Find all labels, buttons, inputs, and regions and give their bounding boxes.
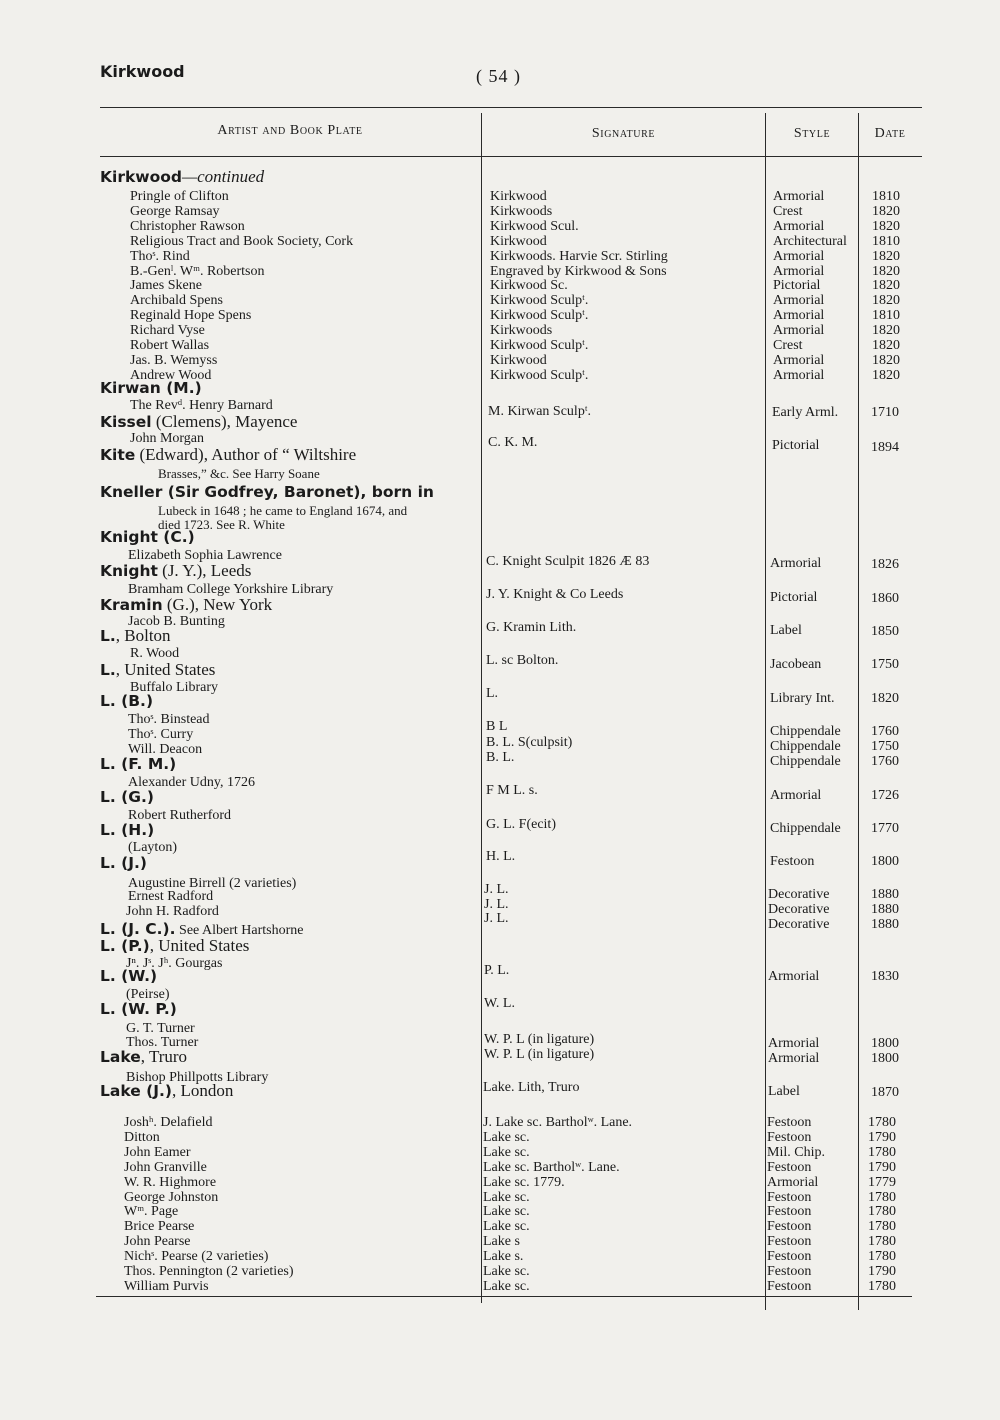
plate-owner: Jacob B. Bunting [128, 614, 225, 629]
plate-signature: Kirkwoods [490, 203, 553, 219]
plate-owner: G. T. Turner [126, 1021, 195, 1036]
plate-style: Chippendale [770, 821, 841, 836]
plate-style: Armorial [768, 1051, 820, 1066]
plate-row [0, 1264, 1000, 1279]
plate-owner: Will. Deacon [128, 742, 203, 757]
plate-signature: L. sc Bolton. [486, 653, 559, 668]
plate-row [0, 264, 1000, 279]
plate-style: Armorial [773, 308, 825, 324]
plate-owner: (Layton) [128, 840, 177, 855]
plate-signature: Kirkwood Sculpᵗ. [490, 367, 589, 383]
plate-row [0, 353, 1000, 368]
plate-signature: W. L. [484, 996, 515, 1011]
artist-heading: L. (P.), United States [100, 936, 250, 955]
bottom-rule [96, 1296, 912, 1297]
plate-owner: Thoˢ. Rind [130, 248, 190, 264]
plate-owner: Richard Vyse [130, 323, 205, 339]
plate-row [0, 1130, 1000, 1145]
plate-owner: John Morgan [130, 431, 205, 446]
plate-style: Festoon [767, 1219, 812, 1235]
plate-date: 1780 [868, 1234, 896, 1250]
plate-signature: C. Knight Sculpit 1826 Æ 83 [486, 554, 650, 569]
plate-style: Armorial [773, 248, 825, 264]
artist-heading: Kite (Edward), Author of “ Wiltshire [100, 445, 357, 464]
plate-style: Armorial [773, 293, 825, 309]
plate-signature: Lake sc. Bartholʷ. Lane. [483, 1159, 620, 1175]
plate-signature: J. L. [484, 882, 509, 897]
plate-owner: Ditton [124, 1129, 160, 1145]
plate-date: 1770 [871, 821, 899, 836]
plate-date: 1820 [872, 338, 900, 353]
plate-signature: J. Lake sc. Bartholʷ. Lane. [483, 1115, 633, 1130]
plate-owner: Thoˢ. Binstead [128, 712, 210, 727]
plate-row [0, 278, 1000, 293]
plate-date: 1860 [871, 591, 899, 606]
plate-signature: Kirkwood Sculpᵗ. [490, 338, 589, 353]
plate-owner: George Ramsay [130, 203, 220, 219]
plate-owner: Bishop Phillpotts Library [126, 1070, 269, 1085]
plate-signature: Kirkwood Sculpᵗ. [490, 308, 589, 324]
artist-note: died 1723. See R. White [158, 517, 285, 532]
plate-row [0, 368, 1000, 383]
plate-style: Armorial [768, 1036, 820, 1051]
plate-style: Decorative [768, 917, 830, 932]
plate-owner: George Johnston [124, 1189, 219, 1205]
plate-owner: Archibald Spens [130, 293, 223, 309]
artist-heading: L. (J. C.). See Albert Hartshorne [100, 920, 304, 938]
plate-date: 1779 [868, 1174, 896, 1190]
plate-date: 1820 [872, 367, 900, 383]
artist-heading: Knight (J. Y.), Leeds [100, 561, 252, 580]
plate-signature: M. Kirwan Sculpᵗ. [488, 404, 592, 419]
plate-date: 1810 [872, 233, 900, 249]
plate-style: Armorial [773, 218, 825, 234]
artist-heading: L. (H.) [100, 821, 155, 839]
plate-date: 1820 [872, 293, 900, 309]
plate-style: Decorative [768, 887, 830, 902]
plate-style: Armorial [773, 263, 825, 279]
plate-style: Mil. Chip. [767, 1144, 825, 1160]
plate-date: 1820 [872, 248, 900, 264]
plate-signature: Kirkwood [490, 352, 547, 368]
artist-heading: L. (W.) [100, 967, 158, 985]
plate-row [0, 219, 1000, 234]
plate-signature: Lake sc. [483, 1219, 530, 1235]
plate-signature: Kirkwood [490, 189, 547, 204]
plate-owner: Thos. Turner [126, 1035, 199, 1050]
plate-signature: W. P. L (in ligature) [484, 1032, 595, 1047]
plate-signature: W. P. L (in ligature) [484, 1047, 595, 1062]
plate-signature: C. K. M. [488, 435, 538, 450]
plate-owner: James Skene [130, 278, 202, 294]
plate-style: Label [768, 1084, 800, 1099]
plate-owner: Thos. Pennington (2 varieties) [124, 1264, 294, 1279]
artist-heading: Lake, Truro [100, 1047, 188, 1066]
plate-owner: Andrew Wood [130, 367, 212, 383]
plate-style: Festoon [767, 1129, 812, 1145]
plate-owner: William Purvis [124, 1278, 209, 1294]
column-header-style: Style [793, 126, 831, 141]
header-rule [100, 156, 922, 157]
plate-owner: John H. Radford [126, 904, 219, 919]
plate-owner: Thoˢ. Curry [128, 727, 194, 742]
plate-signature: Engraved by Kirkwood & Sons [490, 263, 667, 279]
plate-date: 1800 [871, 1036, 899, 1051]
plate-style: Chippendale [770, 724, 841, 739]
page-number: ( 54 ) [476, 66, 521, 86]
plate-signature: Lake sc. [483, 1189, 530, 1205]
plate-style: Crest [773, 203, 803, 219]
artist-heading: L. (G.) [100, 788, 154, 806]
plate-owner: R. Wood [130, 646, 180, 661]
plate-style: Festoon [767, 1234, 812, 1250]
artist-heading: Lake (J.), London [100, 1081, 234, 1100]
plate-owner: W. R. Highmore [124, 1174, 217, 1190]
plate-style: Chippendale [770, 754, 841, 769]
plate-owner: Nichˢ. Pearse (2 varieties) [124, 1249, 269, 1265]
plate-row [0, 1279, 1000, 1294]
plate-signature: Kirkwood Sc. [490, 278, 568, 294]
plate-date: 1750 [871, 739, 899, 754]
plate-row [0, 1204, 1000, 1219]
plate-row [0, 293, 1000, 308]
plate-date: 1780 [868, 1278, 896, 1294]
plate-style: Armorial [773, 323, 825, 339]
plate-signature: Lake sc. [483, 1264, 530, 1279]
plate-owner: Wᵐ. Page [124, 1204, 179, 1220]
plate-row [0, 1115, 1000, 1130]
plate-style: Chippendale [770, 739, 841, 754]
artist-heading: L. (W. P.) [100, 1000, 177, 1018]
plate-style: Armorial [773, 189, 825, 204]
plate-owner: Jⁿ. Jˢ. Jʰ. Gourgas [126, 956, 223, 971]
plate-row [0, 1145, 1000, 1160]
plate-style: Festoon [767, 1264, 812, 1279]
artist-heading: L. (B.) [100, 692, 154, 710]
plate-date: 1780 [868, 1115, 896, 1130]
plate-style: Decorative [768, 902, 830, 917]
plate-date: 1870 [871, 1085, 899, 1100]
plate-date: 1880 [871, 917, 899, 932]
plate-row [0, 1234, 1000, 1249]
plate-date: 1820 [872, 203, 900, 219]
plate-style: Jacobean [770, 657, 822, 672]
artist-heading: Kissel (Clemens), Mayence [100, 412, 298, 431]
plate-date: 1830 [871, 969, 899, 984]
plate-date: 1790 [868, 1129, 896, 1145]
plate-signature: Lake s. [483, 1249, 524, 1265]
plate-owner: B.-Genˡ. Wᵐ. Robertson [130, 263, 265, 279]
artist-heading: L., Bolton [100, 626, 171, 645]
artist-heading: L., United States [100, 660, 216, 679]
plate-owner: Buffalo Library [130, 680, 218, 695]
artist-note: Lubeck in 1648 ; he came to England 1674, and [158, 503, 408, 518]
plate-style: Armorial [770, 788, 822, 803]
plate-date: 1750 [871, 657, 899, 672]
plate-date: 1760 [871, 754, 899, 769]
plate-owner: Elizabeth Sophia Lawrence [128, 548, 282, 563]
plate-style: Festoon [767, 1189, 812, 1205]
plate-date: 1800 [871, 1051, 899, 1066]
artist-heading: L. (F. M.) [100, 755, 177, 773]
plate-signature: J. L. [484, 897, 509, 912]
artist-heading: L. (J.) [100, 854, 147, 872]
artist-heading: Knight (C.) [100, 528, 195, 546]
plate-signature: Lake sc. [483, 1144, 530, 1160]
plate-owner: Reginald Hope Spens [130, 308, 252, 324]
plate-signature: B. L. [486, 750, 515, 765]
plate-owner: (Peirse) [126, 987, 170, 1002]
artist-heading: Kramin (G.), New York [100, 595, 273, 614]
plate-signature: G. L. F(ecit) [486, 817, 556, 832]
plate-date: 1820 [872, 263, 900, 279]
artist-heading: Kirkwood—continued [100, 167, 265, 186]
plate-row [0, 189, 1000, 204]
artist-note: Brasses,” &c. See Harry Soane [158, 466, 320, 481]
plate-date: 1820 [871, 691, 899, 706]
plate-date: 1790 [868, 1264, 896, 1279]
plate-owner: John Pearse [124, 1234, 191, 1250]
plate-signature: B L [486, 719, 508, 734]
plate-row [0, 323, 1000, 338]
plate-owner: Robert Wallas [130, 338, 210, 353]
plate-signature: Kirkwood Sculpᵗ. [490, 293, 589, 309]
plate-owner: Jas. B. Wemyss [130, 352, 218, 368]
artist-heading: Kneller (Sir Godfrey, Baronet), born in [100, 483, 434, 501]
plate-row [0, 308, 1000, 323]
plate-signature: F M L. s. [486, 783, 538, 798]
plate-date: 1800 [871, 854, 899, 869]
plate-owner: Brice Pearse [124, 1219, 195, 1235]
plate-owner: Joshʰ. Delafield [124, 1115, 213, 1130]
plate-row [0, 1249, 1000, 1264]
plate-signature: P. L. [484, 963, 510, 978]
plate-signature: H. L. [486, 849, 516, 864]
plate-owner: Alexander Udny, 1726 [128, 775, 256, 790]
plate-style: Armorial [768, 969, 820, 984]
plate-date: 1780 [868, 1249, 896, 1265]
plate-style: Armorial [767, 1174, 819, 1190]
top-rule [100, 107, 922, 108]
plate-date: 1810 [872, 189, 900, 204]
plate-signature: Kirkwoods [490, 323, 553, 339]
plate-date: 1780 [868, 1219, 896, 1235]
plate-signature: Lake sc. [483, 1204, 530, 1220]
plate-date: 1726 [871, 788, 899, 803]
plate-signature: G. Kramin Lith. [486, 620, 577, 635]
plate-signature: Lake sc. 1779. [483, 1174, 565, 1190]
plate-style: Armorial [773, 352, 825, 368]
plate-owner: Robert Rutherford [128, 808, 232, 823]
plate-date: 1820 [872, 323, 900, 339]
plate-owner: The Revᵈ. Henry Barnard [130, 398, 273, 413]
plate-owner: John Eamer [124, 1144, 191, 1160]
plate-style: Pictorial [773, 278, 821, 294]
plate-signature: Lake s [483, 1234, 520, 1250]
plate-style: Festoon [767, 1278, 812, 1294]
plate-owner: Ernest Radford [128, 889, 214, 904]
plate-style: Label [770, 623, 802, 638]
plate-date: 1790 [868, 1159, 896, 1175]
plate-signature: Lake sc. [483, 1129, 530, 1145]
plate-date: 1880 [871, 902, 899, 917]
plate-signature: J. L. [484, 911, 509, 926]
plate-signature: B. L. S(culpsit) [486, 735, 573, 750]
plate-style: Festoon [767, 1249, 812, 1265]
plate-signature: Kirkwood [490, 233, 547, 249]
plate-date: 1760 [871, 724, 899, 739]
plate-style: Festoon [767, 1204, 812, 1220]
plate-date: 1820 [872, 218, 900, 234]
plate-date: 1850 [871, 624, 899, 639]
plate-date: 1820 [872, 352, 900, 368]
plate-owner: Religious Tract and Book Society, Cork [130, 233, 354, 249]
plate-date: 1894 [871, 440, 899, 455]
plate-owner: Augustine Birrell (2 varieties) [128, 876, 297, 891]
plate-signature: Kirkwoods. Harvie Scr. Stirling [490, 248, 668, 264]
plate-owner: Pringle of Clifton [130, 189, 229, 204]
plate-owner: John Granville [124, 1159, 207, 1175]
running-head: Kirkwood [100, 62, 185, 81]
plate-date: 1710 [871, 405, 899, 420]
plate-style: Pictorial [772, 438, 820, 453]
plate-row [0, 234, 1000, 249]
plate-style: Festoon [767, 1159, 812, 1175]
plate-style: Early Arml. [772, 405, 839, 420]
plate-row [0, 338, 1000, 353]
column-header-date: Date [874, 126, 906, 141]
plate-owner: Christopher Rawson [130, 218, 245, 234]
plate-date: 1780 [868, 1189, 896, 1205]
plate-row [0, 1190, 1000, 1205]
plate-style: Festoon [767, 1115, 812, 1130]
plate-row [0, 204, 1000, 219]
plate-row [0, 1160, 1000, 1175]
plate-style: Architectural [773, 233, 847, 249]
plate-date: 1780 [868, 1204, 896, 1220]
column-header-signature: Signature [591, 126, 656, 141]
plate-row [0, 249, 1000, 264]
plate-date: 1880 [871, 887, 899, 902]
plate-style: Armorial [770, 556, 822, 571]
plate-row [0, 1219, 1000, 1234]
plate-style: Armorial [773, 367, 825, 383]
plate-signature: Lake sc. [483, 1278, 530, 1294]
plate-signature: Lake. Lith, Truro [483, 1080, 580, 1095]
plate-date: 1820 [872, 278, 900, 294]
plate-style: Pictorial [770, 590, 818, 605]
plate-style: Library Int. [770, 691, 835, 706]
plate-date: 1780 [868, 1144, 896, 1160]
plate-signature: J. Y. Knight & Co Leeds [486, 587, 624, 602]
plate-style: Festoon [770, 854, 815, 869]
artist-heading: Kirwan (M.) [100, 379, 202, 397]
plate-date: 1826 [871, 557, 899, 572]
plate-owner: Bramham College Yorkshire Library [128, 582, 334, 597]
plate-row [0, 1175, 1000, 1190]
column-header-artist: Artist and Book Plate [217, 123, 363, 138]
plate-signature: L. [486, 686, 499, 701]
plate-date: 1810 [872, 308, 900, 324]
plate-style: Crest [773, 338, 803, 353]
plate-signature: Kirkwood Scul. [490, 218, 579, 234]
